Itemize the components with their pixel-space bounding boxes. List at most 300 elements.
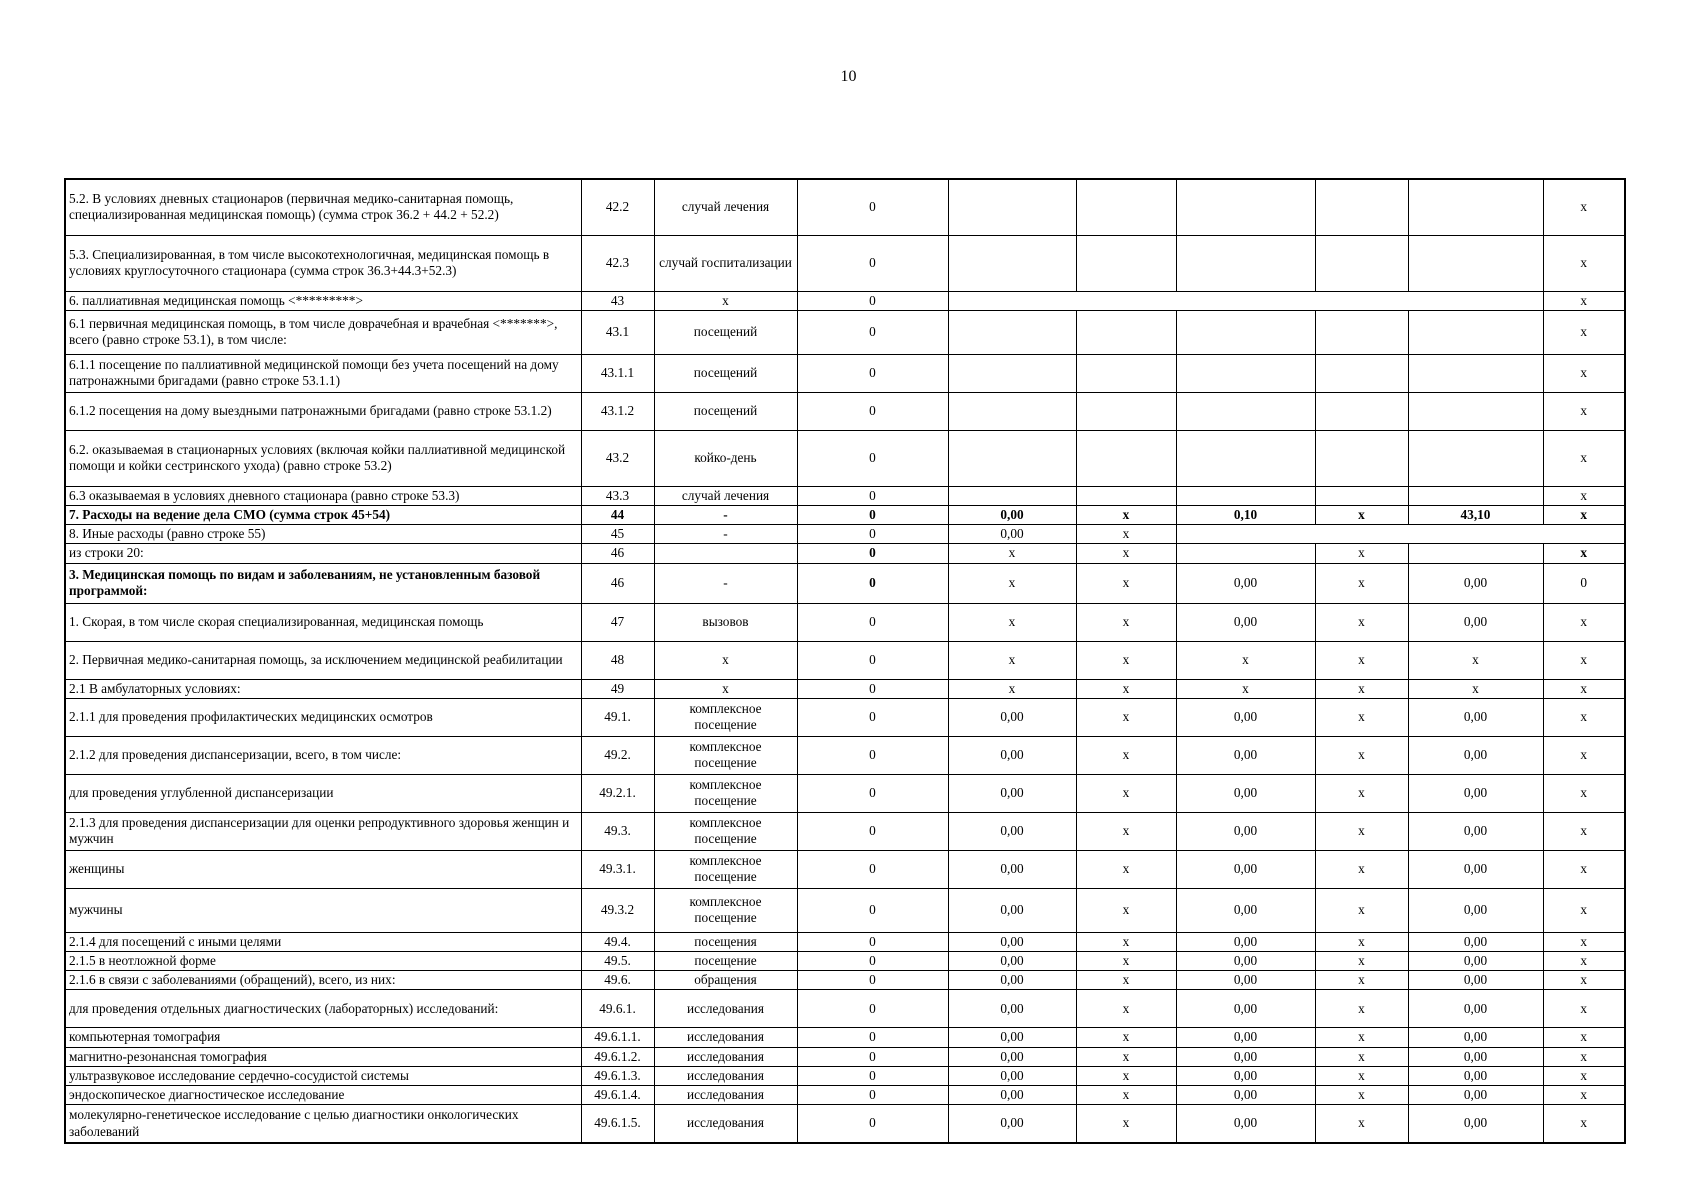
table-cell: 0 [797, 888, 948, 932]
row-label-cell: компьютерная томография [65, 1028, 581, 1047]
table-cell [1076, 235, 1176, 291]
table-cell: 42.2 [581, 179, 654, 235]
table-cell: 0 [797, 179, 948, 235]
table-cell: 0 [797, 971, 948, 990]
table-cell: 0,00 [948, 812, 1076, 850]
table-cell: x [948, 544, 1076, 563]
table-cell: x [1315, 1047, 1408, 1066]
table-cell: x [1543, 310, 1625, 354]
table-cell: комплексное посещение [654, 888, 797, 932]
table-cell: x [1543, 850, 1625, 888]
table-cell: 0,00 [1176, 932, 1315, 951]
page-number: 10 [840, 68, 857, 85]
table-cell: 0,00 [948, 1066, 1076, 1085]
table-cell: 47 [581, 603, 654, 641]
table-cell: x [948, 679, 1076, 698]
table-cell: 0,00 [1408, 698, 1543, 736]
row-label-cell: 2.1.4 для посещений с иными целями [65, 932, 581, 951]
table-cell: x [1176, 679, 1315, 698]
row-label-cell: 6.1.1 посещение по паллиативной медицинской помощи без учета посещений на дому патронажными бригадами (равно строке 53.1.1) [65, 354, 581, 392]
table-cell: 43.3 [581, 486, 654, 505]
table-cell [1076, 354, 1176, 392]
table-cell: койко-день [654, 430, 797, 486]
table-row [65, 1066, 1625, 1085]
table-cell [1176, 392, 1315, 430]
table-row [65, 990, 1625, 1028]
table-cell: 0 [797, 544, 948, 563]
table-cell: x [1315, 641, 1408, 679]
table-cell: 0,00 [1408, 1066, 1543, 1085]
table-cell: x [1408, 679, 1543, 698]
table-cell: посещения [654, 932, 797, 951]
table-cell [1315, 392, 1408, 430]
table-cell: 43,10 [1408, 505, 1543, 524]
table-cell: 0,00 [1176, 774, 1315, 812]
table-cell: x [1315, 1028, 1408, 1047]
table-row [65, 1047, 1625, 1066]
table-cell: 0,00 [1408, 774, 1543, 812]
table-cell: 49.1. [581, 698, 654, 736]
table-row [65, 641, 1625, 679]
table-cell: x [1315, 563, 1408, 603]
table-cell: 0 [797, 1105, 948, 1143]
table-cell: x [1076, 1105, 1176, 1143]
table-cell: 49.2. [581, 736, 654, 774]
table-cell: 44 [581, 505, 654, 524]
table-cell: x [1176, 641, 1315, 679]
row-label-cell: из строки 20: [65, 544, 581, 563]
row-label-cell: 2.1.1 для проведения профилактических медицинских осмотров [65, 698, 581, 736]
table-row [65, 679, 1625, 698]
table-cell: 0,00 [948, 1028, 1076, 1047]
row-label-cell: 8. Иные расходы (равно строке 55) [65, 525, 581, 544]
table-cell: 49.6.1.1. [581, 1028, 654, 1047]
row-label-cell: 2.1.3 для проведения диспансеризации для оценки репродуктивного здоровья женщин и мужчин [65, 812, 581, 850]
table-cell [948, 486, 1076, 505]
table-cell: 0 [797, 1047, 948, 1066]
table-cell: исследования [654, 1105, 797, 1143]
table-cell [1176, 525, 1625, 544]
table-cell: x [1543, 544, 1625, 563]
table-cell: x [1076, 971, 1176, 990]
table-cell: 0 [797, 932, 948, 951]
table-cell: x [1076, 641, 1176, 679]
table-cell: 0 [797, 603, 948, 641]
table-row [65, 850, 1625, 888]
table-cell: 0,00 [948, 971, 1076, 990]
table-cell: 0,00 [948, 952, 1076, 971]
table-cell: x [1315, 888, 1408, 932]
table-cell: 0,00 [1176, 1086, 1315, 1105]
table-cell: x [1543, 235, 1625, 291]
table-cell: x [1543, 812, 1625, 850]
table-cell: x [1076, 990, 1176, 1028]
table-cell: x [1076, 1066, 1176, 1085]
table-row [65, 291, 1625, 310]
table-cell: x [1543, 354, 1625, 392]
table-cell: 0,00 [948, 990, 1076, 1028]
table-cell: 46 [581, 544, 654, 563]
table-cell: x [1076, 850, 1176, 888]
table-cell: x [1543, 179, 1625, 235]
table-row [65, 736, 1625, 774]
row-label-cell: 6. паллиативная медицинская помощь <*********> [65, 291, 581, 310]
table-cell: x [1543, 1105, 1625, 1143]
table-cell [1315, 235, 1408, 291]
table-cell: 49.6. [581, 971, 654, 990]
table-cell: 0,00 [1408, 1028, 1543, 1047]
table-cell: 49.3. [581, 812, 654, 850]
table-cell: 0,00 [1176, 1105, 1315, 1143]
table-cell: 49.4. [581, 932, 654, 951]
table-cell: x [1315, 679, 1408, 698]
table-cell: 0 [797, 952, 948, 971]
table-cell [1076, 179, 1176, 235]
table-row [65, 698, 1625, 736]
table-cell: x [1543, 698, 1625, 736]
table-cell: исследования [654, 1086, 797, 1105]
table-cell: x [1315, 812, 1408, 850]
table-cell: случай лечения [654, 486, 797, 505]
table-cell: 0,00 [948, 774, 1076, 812]
row-label-cell: 5.3. Специализированная, в том числе высокотехнологичная, медицинская помощь в условиях круглосуточного стационара (сумма строк 36.3+44.3+52.3) [65, 235, 581, 291]
table-cell: комплексное посещение [654, 698, 797, 736]
table-cell: 0 [797, 774, 948, 812]
table-cell [948, 179, 1076, 235]
table-cell: x [1315, 1066, 1408, 1085]
table-cell: x [1315, 1105, 1408, 1143]
table-cell: 0,00 [948, 525, 1076, 544]
table-cell: 0 [797, 525, 948, 544]
table-cell: 0 [797, 1066, 948, 1085]
table-cell: 0 [797, 392, 948, 430]
table-cell: x [1543, 641, 1625, 679]
table-cell: x [1076, 736, 1176, 774]
table-cell: 0,00 [1408, 1086, 1543, 1105]
table-cell: x [1543, 932, 1625, 951]
row-label-cell: для проведения углубленной диспансеризации [65, 774, 581, 812]
table-row [65, 1086, 1625, 1105]
table-cell [1408, 179, 1543, 235]
table-row [65, 179, 1625, 235]
row-label-cell: 6.1 первичная медицинская помощь, в том числе доврачебная и врачебная <*******>, всего (равно строке 53.1), в том числе: [65, 310, 581, 354]
table-cell: x [1543, 990, 1625, 1028]
table-row [65, 1105, 1625, 1143]
table-cell: 43 [581, 291, 654, 310]
table-cell: x [1076, 505, 1176, 524]
table-cell: x [654, 679, 797, 698]
row-label-cell: 2. Первичная медико-санитарная помощь, за исключением медицинской реабилитации [65, 641, 581, 679]
table-row [65, 563, 1625, 603]
table-cell: 0,00 [1408, 971, 1543, 990]
table-cell: 49.3.1. [581, 850, 654, 888]
table-row [65, 544, 1625, 563]
table-cell: x [1315, 971, 1408, 990]
table-cell: x [1543, 1086, 1625, 1105]
row-label-cell: 7. Расходы на ведение дела СМО (сумма строк 45+54) [65, 505, 581, 524]
table-row [65, 888, 1625, 932]
row-label-cell: 5.2. В условиях дневных стационаров (первичная медико-санитарная помощь, специализированная медицинская помощь) (сумма строк 36.2 + 44.2 + 52.2) [65, 179, 581, 235]
table-cell: 43.1.1 [581, 354, 654, 392]
row-label-cell: 6.3 оказываемая в условиях дневного стационара (равно строке 53.3) [65, 486, 581, 505]
table-cell: 0,00 [1408, 812, 1543, 850]
table-cell: x [1543, 888, 1625, 932]
table-cell: вызовов [654, 603, 797, 641]
table-row [65, 486, 1625, 505]
table-cell: - [654, 525, 797, 544]
table-cell: x [1543, 971, 1625, 990]
table-cell: x [1543, 1047, 1625, 1066]
table-cell: x [1315, 774, 1408, 812]
table-cell: 49.6.1.5. [581, 1105, 654, 1143]
table-cell: x [1076, 544, 1176, 563]
row-label-cell: 2.1 В амбулаторных условиях: [65, 679, 581, 698]
table-cell: 0,00 [1408, 603, 1543, 641]
table-cell: 0,00 [1408, 932, 1543, 951]
table-row [65, 310, 1625, 354]
table-cell: x [1543, 952, 1625, 971]
table-cell: 0 [797, 1086, 948, 1105]
table-cell: 0,00 [1176, 1028, 1315, 1047]
table-cell [1176, 354, 1315, 392]
table-cell: x [948, 603, 1076, 641]
table-row [65, 932, 1625, 951]
table-cell [1408, 392, 1543, 430]
table-cell: 0 [797, 641, 948, 679]
table-cell [1176, 179, 1315, 235]
table-cell: 0 [797, 430, 948, 486]
table-cell: 0,00 [1408, 1047, 1543, 1066]
table-cell: x [1076, 812, 1176, 850]
table-cell: x [1076, 932, 1176, 951]
table-cell: 43.2 [581, 430, 654, 486]
table-cell: исследования [654, 990, 797, 1028]
table-cell [1408, 235, 1543, 291]
table-cell: 0 [797, 310, 948, 354]
table-row [65, 235, 1625, 291]
row-label-cell: 2.1.5 в неотложной форме [65, 952, 581, 971]
table-cell [948, 235, 1076, 291]
table-cell: 0 [797, 563, 948, 603]
table-cell: 48 [581, 641, 654, 679]
table-cell: x [1076, 1086, 1176, 1105]
table-cell: 0,00 [1408, 563, 1543, 603]
table-cell: x [948, 563, 1076, 603]
table-cell [1408, 544, 1543, 563]
table-cell: x [1076, 525, 1176, 544]
table-cell: x [654, 641, 797, 679]
table-cell [1408, 354, 1543, 392]
table-cell [1408, 310, 1543, 354]
table-row [65, 812, 1625, 850]
table-cell: x [1076, 563, 1176, 603]
table-cell: 0,00 [1176, 603, 1315, 641]
table-cell [1315, 486, 1408, 505]
table-cell: x [1315, 736, 1408, 774]
table-cell: x [654, 291, 797, 310]
table-cell: 49.6.1. [581, 990, 654, 1028]
table-cell: 0 [797, 354, 948, 392]
table-cell: x [1543, 774, 1625, 812]
table-cell [948, 392, 1076, 430]
table-cell: 0,00 [1176, 1047, 1315, 1066]
row-label-cell: для проведения отдельных диагностических (лабораторных) исследований: [65, 990, 581, 1028]
table-cell: 0 [797, 990, 948, 1028]
row-label-cell: 3. Медицинская помощь по видам и заболеваниям, не установленным базовой программой: [65, 563, 581, 603]
table-cell: 46 [581, 563, 654, 603]
row-label-cell: мужчины [65, 888, 581, 932]
table-cell: 0 [797, 1028, 948, 1047]
table-cell: 0,00 [1408, 990, 1543, 1028]
table-cell: x [1543, 392, 1625, 430]
row-label-cell: женщины [65, 850, 581, 888]
table-cell: 0,00 [1176, 971, 1315, 990]
table-cell: 0,00 [948, 1105, 1076, 1143]
row-label-cell: 1. Скорая, в том числе скорая специализированная, медицинская помощь [65, 603, 581, 641]
table-cell: посещений [654, 392, 797, 430]
table-cell: 0,00 [948, 736, 1076, 774]
table-cell: 49.5. [581, 952, 654, 971]
table-cell: x [1076, 952, 1176, 971]
table-cell: 49 [581, 679, 654, 698]
table-cell: посещение [654, 952, 797, 971]
table-cell: 0 [797, 736, 948, 774]
table-cell: 0,00 [948, 850, 1076, 888]
table-cell [1408, 486, 1543, 505]
row-label-cell: ультразвуковое исследование сердечно-сосудистой системы [65, 1066, 581, 1085]
table-cell [1315, 354, 1408, 392]
table-cell [1176, 544, 1315, 563]
table-cell [948, 430, 1076, 486]
table-cell [1176, 486, 1315, 505]
table-cell: комплексное посещение [654, 812, 797, 850]
table-cell: 42.3 [581, 235, 654, 291]
table-cell: 0,00 [948, 698, 1076, 736]
table-cell: 49.6.1.4. [581, 1086, 654, 1105]
table-cell [1076, 310, 1176, 354]
table-cell: x [1315, 932, 1408, 951]
table-cell: x [1543, 430, 1625, 486]
table-cell: x [1076, 698, 1176, 736]
table-row [65, 392, 1625, 430]
table-cell [1176, 310, 1315, 354]
table-cell: исследования [654, 1028, 797, 1047]
table-cell: комплексное посещение [654, 736, 797, 774]
table-cell: x [1543, 603, 1625, 641]
table-cell: - [654, 505, 797, 524]
table-cell: x [1315, 990, 1408, 1028]
table-cell: 0,00 [1176, 698, 1315, 736]
table-cell: x [1543, 291, 1625, 310]
table-cell: 49.6.1.2. [581, 1047, 654, 1066]
table-cell: исследования [654, 1047, 797, 1066]
table-cell: 0,00 [1176, 952, 1315, 971]
table-cell: 0,00 [1176, 990, 1315, 1028]
table-cell: x [1315, 850, 1408, 888]
table-cell: 0 [797, 812, 948, 850]
table-cell [1076, 392, 1176, 430]
table-cell: x [1408, 641, 1543, 679]
row-label-cell: 6.2. оказываемая в стационарных условиях (включая койки паллиативной медицинской помощи и койки сестринского ухода) (равно строке 53.2) [65, 430, 581, 486]
row-label-cell: эндоскопическое диагностическое исследование [65, 1086, 581, 1105]
table-cell: посещений [654, 310, 797, 354]
row-label-cell: молекулярно-генетическое исследование с целью диагностики онкологических заболеваний [65, 1105, 581, 1143]
table-cell: 45 [581, 525, 654, 544]
table-cell [1076, 486, 1176, 505]
table-cell: 0,00 [948, 1086, 1076, 1105]
table-cell [1176, 235, 1315, 291]
table-cell: 0,00 [1408, 736, 1543, 774]
table-row [65, 603, 1625, 641]
table-cell: 0,00 [948, 888, 1076, 932]
table-row [65, 774, 1625, 812]
table-row [65, 505, 1625, 524]
table-cell: x [1543, 1028, 1625, 1047]
table-cell: 0,00 [1408, 850, 1543, 888]
table-cell: x [1315, 952, 1408, 971]
table-cell: x [1543, 736, 1625, 774]
row-label-cell: 2.1.2 для проведения диспансеризации, всего, в том числе: [65, 736, 581, 774]
table-cell: 49.6.1.3. [581, 1066, 654, 1085]
table-cell: комплексное посещение [654, 850, 797, 888]
table-cell: 0,00 [1408, 888, 1543, 932]
table-cell: обращения [654, 971, 797, 990]
table-cell: x [1543, 679, 1625, 698]
table-cell: 0,00 [1176, 736, 1315, 774]
table-cell: посещений [654, 354, 797, 392]
table-cell: комплексное посещение [654, 774, 797, 812]
table-cell: x [1076, 603, 1176, 641]
table-cell: 0 [797, 679, 948, 698]
table-cell: x [1076, 1028, 1176, 1047]
table-cell [948, 310, 1076, 354]
table-cell: случай лечения [654, 179, 797, 235]
table-cell: x [1315, 1086, 1408, 1105]
table-cell: 0 [797, 486, 948, 505]
table-cell [1076, 430, 1176, 486]
table-cell: x [1076, 1047, 1176, 1066]
table-cell: исследования [654, 1066, 797, 1085]
table-cell: x [1543, 1066, 1625, 1085]
table-cell: 0,00 [948, 1047, 1076, 1066]
table-cell: 0,00 [948, 932, 1076, 951]
table-cell: 0 [797, 698, 948, 736]
table-row [65, 952, 1625, 971]
table-cell [1315, 430, 1408, 486]
table-cell: 0 [797, 291, 948, 310]
table-cell: x [1076, 774, 1176, 812]
row-label-cell: 6.1.2 посещения на дому выездными патронажными бригадами (равно строке 53.1.2) [65, 392, 581, 430]
table-row [65, 971, 1625, 990]
table-cell: 0,10 [1176, 505, 1315, 524]
table-cell: x [1315, 505, 1408, 524]
table-cell: x [1076, 679, 1176, 698]
table-cell [1315, 310, 1408, 354]
table-row [65, 430, 1625, 486]
table-cell: 0,00 [1408, 1105, 1543, 1143]
table-cell: 0 [797, 505, 948, 524]
table-row [65, 525, 1625, 544]
row-label-cell: магнитно-резонансная томография [65, 1047, 581, 1066]
table-cell: x [1315, 698, 1408, 736]
row-label-cell: 2.1.6 в связи с заболеваниями (обращений), всего, из них: [65, 971, 581, 990]
table-cell [654, 544, 797, 563]
table-cell: 0 [797, 850, 948, 888]
table-row [65, 354, 1625, 392]
table-cell: случай госпитализации [654, 235, 797, 291]
data-table [64, 178, 1626, 1144]
table-cell: 0,00 [948, 505, 1076, 524]
